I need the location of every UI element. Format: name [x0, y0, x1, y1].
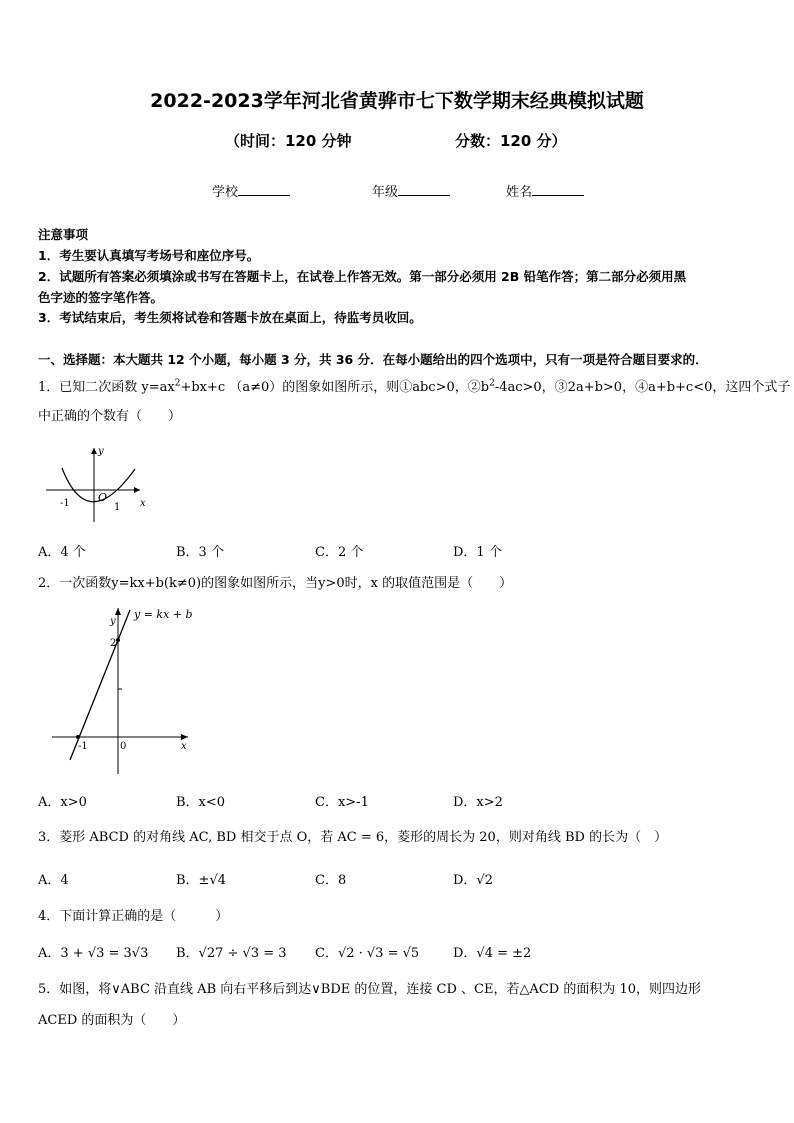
q1-label-y: y: [98, 446, 104, 457]
name-field: [506, 181, 584, 200]
q1-x-arrow: [134, 487, 140, 493]
q1-label-x: x: [140, 498, 146, 509]
q2-label-zero: 0: [120, 741, 127, 752]
q2-option-a: A．x>0: [38, 795, 87, 810]
notice-item-3: 3．考试结束后，考生须将试卷和答题卡放在桌面上，待监考员收回。: [38, 310, 422, 325]
exam-time: （时间：120 分钟: [225, 132, 352, 150]
grade-label: 年级: [372, 185, 399, 200]
q2-option-c: C．x>-1: [315, 795, 369, 810]
q3-option-d: D．√2: [453, 873, 493, 888]
notice-item-1: 1．考生要认真填写考场号和座位序号。: [38, 248, 260, 263]
grade-field: [372, 181, 450, 200]
q2-label-neg1: -1: [78, 741, 88, 752]
section-heading: 一、选择题：本大题共 12 个小题，每小题 3 分，共 36 分．在每小题给出的四个选项中，只有一项是符合题目要求的．: [38, 352, 708, 367]
exam-title: 2022-2023学年河北省黄骅市七下数学期末经典模拟试题: [150, 90, 644, 112]
q3-stem: 3．菱形 ABCD 的对角线 AC, BD 相交于点 O，若 AC = 6，菱形的周长为 20，则对角线 BD 的长为（ ）: [38, 830, 668, 845]
q4-option-a: A．3 + √3 = 3√3: [38, 946, 149, 961]
school-label: 学校: [212, 185, 239, 200]
q2-stem: 2．一次函数y=kx+b(k≠0)的图象如图所示，当y>0时，x 的取值范围是（ ）: [38, 576, 513, 591]
q2-option-b: B．x<0: [176, 795, 226, 810]
q1-parabola-figure: [40, 440, 155, 526]
q2-label-eq: y = kx + b: [134, 608, 193, 621]
q2-x-intercept: [76, 735, 80, 739]
q2-y-arrow: [115, 608, 121, 615]
q1-stem-line1: 1．已知二次函数 $y=ax^2+bx+c$ （a≠0）的图象如图所示，则①abc>0，$②b^2-4ac>0$，③2a+b>0，④a+b+c<0，这四个式子: [38, 378, 791, 395]
notice-item-2: 2．试题所有答案必须填涂或书写在答题卡上，在试卷上作答无效。第一部分必须用 2B 铅笔作答；第二部分必须用黑: [38, 269, 687, 284]
q3-option-a: A．4: [38, 873, 69, 888]
q1-option-a: A．4 个: [38, 545, 86, 560]
grade-blank: [398, 183, 450, 196]
q2-label-two: 2: [110, 638, 117, 649]
q2-label-y: y: [110, 616, 116, 627]
q5-stem-line1: 5．如图，将∨ABC 沿直线 AB 向右平移后到达∨BDE 的位置，连接 CD 、CE，若△ACD 的面积为 10，则四边形: [38, 982, 702, 997]
school-field: [212, 181, 290, 200]
q1-option-d: D．1 个: [453, 545, 502, 560]
name-blank: [532, 183, 584, 196]
q4-option-b: B．√27 ÷ √3 = 3: [176, 946, 287, 961]
q3-option-b: B．±√4: [176, 873, 227, 888]
q1-stem-c: -4ac>0，③2a+b>0，④a+b+c<0，这四个式子: [494, 380, 791, 395]
q1-stem-line2: 中正确的个数有（ ）: [38, 409, 182, 424]
school-blank: [238, 183, 290, 196]
notice-item-2-cont: 色字迹的签字笔作答。: [38, 290, 164, 305]
q2-label-x: x: [181, 741, 187, 752]
q1-option-b: B．3 个: [176, 545, 224, 560]
q4-option-c: C．√2 · √3 = √5: [315, 946, 420, 961]
q5-stem-line2: ACED 的面积为（ ）: [38, 1013, 186, 1028]
q1-stem-b: +bx+c （a≠0）的图象如图所示，则①abc>0，②b: [180, 380, 490, 395]
q1-label-origin: O: [98, 491, 108, 504]
q3-option-c: C．8: [315, 873, 347, 888]
name-label: 姓名: [506, 185, 533, 200]
q1-label-one: 1: [114, 502, 121, 513]
notice-heading: 注意事项: [38, 227, 89, 242]
exam-score: 分数：120 分）: [455, 132, 567, 150]
q2-y-intercept: [116, 638, 120, 642]
q2-line-figure: [48, 602, 208, 777]
q4-option-d: D．√4 = ±2: [453, 946, 532, 961]
q1-stem-a: 1．已知二次函数 y=ax: [38, 380, 175, 395]
q1-y-arrow: [91, 448, 97, 454]
q1-option-c: C．2 个: [315, 545, 364, 560]
q2-x-arrow: [181, 734, 188, 740]
q2-option-d: D．x>2: [453, 795, 503, 810]
q4-stem: 4．下面计算正确的是（ ）: [38, 909, 229, 924]
q1-label-neg1: -1: [60, 498, 70, 509]
